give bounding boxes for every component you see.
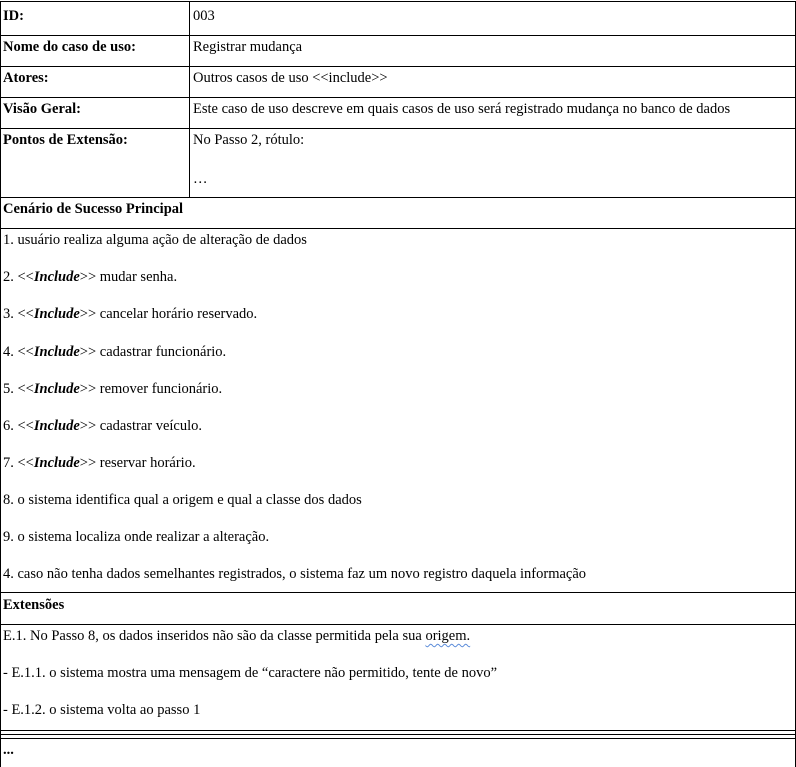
label-actors: Atores: — [3, 70, 49, 86]
scenario-step: 3. <<Include>> cancelar horário reservado. — [3, 306, 258, 322]
scenario-heading: Cenário de Sucesso Principal — [3, 201, 184, 217]
extension-e1: E.1. No Passo 8, os dados inseridos não são da classe permitida pela sua origem. — [3, 628, 471, 644]
rule-row5 — [0, 197, 796, 198]
rule-row4 — [0, 128, 796, 129]
label-id: ID: — [3, 8, 24, 24]
footer-ellipsis: ... — [3, 742, 14, 758]
label-use-case-name: Nome do caso de uso: — [3, 39, 136, 55]
extensions-heading: Extensões — [3, 597, 65, 613]
rule-top — [0, 1, 796, 2]
scenario-step: 4. <<Include>> cadastrar funcionário. — [3, 344, 227, 360]
scenario-step: 1. usuário realiza alguma ação de alteração de dados — [3, 232, 307, 248]
label-extension-points: Pontos de Extensão: — [3, 132, 128, 148]
label-overview: Visão Geral: — [3, 101, 81, 117]
rule-column-divider — [189, 1, 190, 198]
value-overview: Este caso de uso descreve em quais casos de uso será registrado mudança no banco de dados — [193, 101, 731, 117]
rule-left — [0, 1, 1, 767]
scenario-step: 5. <<Include>> remover funcionário. — [3, 381, 223, 397]
rule-extensions-heading — [0, 624, 796, 625]
value-actors: Outros casos de uso <<include>> — [193, 70, 388, 86]
scenario-step: 6. <<Include>> cadastrar veículo. — [3, 418, 203, 434]
scenario-step: 4. caso não tenha dados semelhantes registrados, o sistema faz um novo registro daquela informação — [3, 566, 587, 582]
scenario-step: 7. <<Include>> reservar horário. — [3, 455, 196, 471]
value-extension-points-ellipsis: … — [193, 171, 208, 187]
value-use-case-name: Registrar mudança — [193, 39, 303, 55]
scenario-step: 9. o sistema localiza onde realizar a alteração. — [3, 529, 270, 545]
rule-extensions-end-2 — [0, 734, 796, 735]
value-id: 003 — [193, 8, 215, 24]
spellcheck-word: origem. — [425, 628, 471, 644]
rule-scenario-end — [0, 592, 796, 593]
scenario-step: 2. <<Include>> mudar senha. — [3, 269, 178, 285]
rule-row1 — [0, 35, 796, 36]
scenario-step: 8. o sistema identifica qual a origem e qual a classe dos dados — [3, 492, 362, 508]
rule-footer — [0, 738, 796, 739]
rule-scenario-heading — [0, 228, 796, 229]
extension-e1-2: - E.1.2. o sistema volta ao passo 1 — [3, 702, 201, 718]
rule-row2 — [0, 66, 796, 67]
value-extension-points: No Passo 2, rótulo: — [193, 132, 305, 148]
rule-row3 — [0, 97, 796, 98]
rule-extensions-end-1 — [0, 730, 796, 731]
extension-e1-1: - E.1.1. o sistema mostra uma mensagem de “caractere não permitido, tente de novo” — [3, 665, 498, 681]
